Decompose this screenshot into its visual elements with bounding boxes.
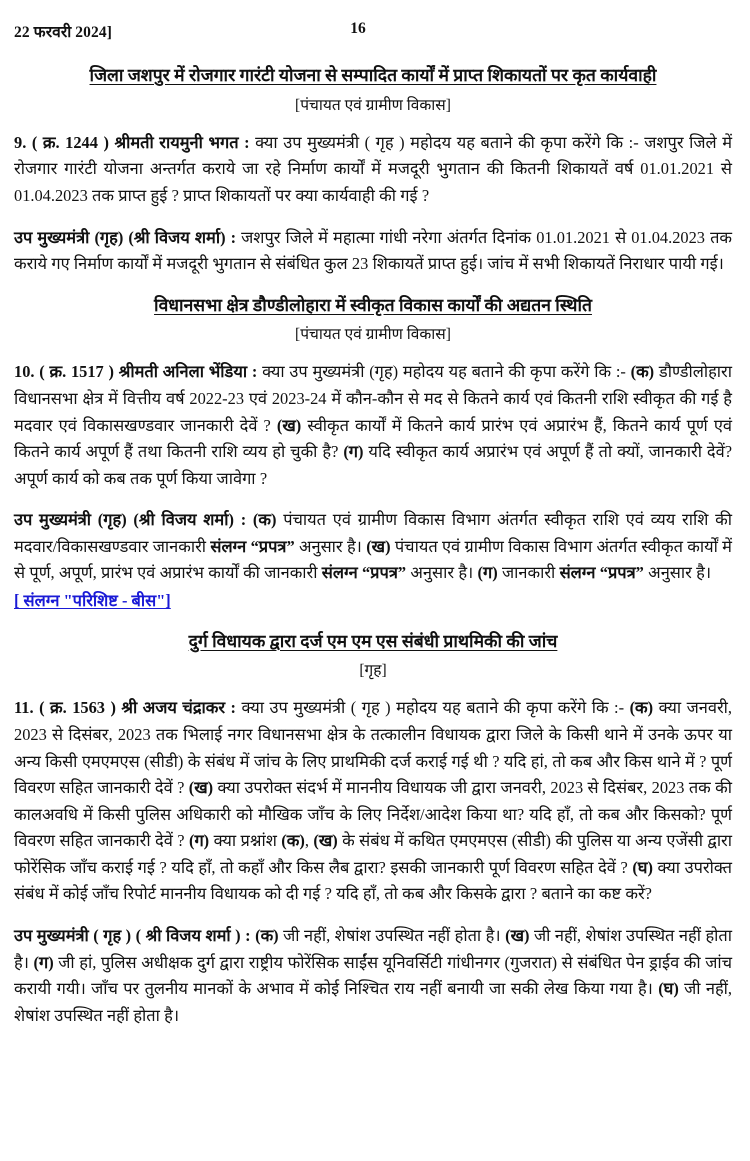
answer-10-body-6: अनुसार है। xyxy=(643,563,712,583)
answer-9 xyxy=(14,225,732,278)
page-number: 16 xyxy=(350,20,366,37)
question-11-body-6: के संबंध में कथित एमएमएस (सीडी) की पुलिस या अन्य एजेंसी द्वारा फोरेंसिक जाँच कराई गई ? यदि हाँ, तो कहाँ और किस लैब द्वारा? इसकी जानकारी पूर्ण विवरण सहित देवें ? xyxy=(14,831,733,877)
question-11-marker-ka: (क) xyxy=(629,698,654,718)
question-11-body-7: क्या उपरोक्त संबंध में कोई जाँच रिपोर्ट माननीय विधायक को दी गई ? यदि हाँ, तो कब और किसके द्वारा ? बताने का कष्ट करें? xyxy=(14,857,732,904)
answer-11-marker-ga: (ग) xyxy=(33,952,54,972)
answer-10-attachment-ref-1: संलग्न “प्रपत्र” xyxy=(210,536,295,556)
answer-10-body-2: अनुसार है। xyxy=(294,536,367,556)
answer-10-attachment-ref-3: संलग्न “प्रपत्र” xyxy=(559,563,644,583)
qa-block-2 xyxy=(14,359,732,613)
section-3 xyxy=(14,630,732,1030)
question-11-body-2: क्या जनवरी, 2023 से दिसंबर, 2023 तक भिलाई नगर विधानसभा क्षेत्र के तत्कालीन विधायक द्वारा जिले के किसी थाने में उनके ऊपर या अन्य किसी एमएमएस (सीडी) के संबंध में जांच के लिए प्राथमिकी दर्ज कराई गई थी ? यदि हां, तो कब और किस थाने में ? पूर्ण विवरण सहित जानकारी देवें ? xyxy=(14,698,732,798)
question-9-lead: 9. ( क्र. 1244 ) श्रीमती रायमुनी भगत : xyxy=(14,132,250,152)
answer-10-body-1: पंचायत एवं ग्रामीण विकास विभाग अंतर्गत स्वीकृत राशि एवं व्यय राशि की मदवार/विकासखण्डवार जानकारी xyxy=(14,510,732,556)
answer-10-attachment-ref-2: संलग्न “प्रपत्र” xyxy=(321,563,407,583)
qa-block-1 xyxy=(14,130,732,278)
question-11-marker-ga: (ग) xyxy=(188,831,210,851)
section-title-1-text: जिला जशपुर में रोजगार गारंटी योजना से सम्पादित कार्यों में प्राप्त शिकायतों पर कृत कार्यवाही xyxy=(89,65,657,85)
running-head xyxy=(14,18,732,48)
header-date: 22 फरवरी 2024] xyxy=(14,24,112,41)
answer-11 xyxy=(14,923,732,1029)
answer-10-marker-ka: (क) xyxy=(252,510,277,530)
answer-10-marker-ga: (ग) xyxy=(477,563,498,583)
question-9-body: क्या उप मुख्यमंत्री ( गृह ) महोदय यह बताने की कृपा करेंगे कि :- जशपुर जिले में रोजगार गारंटी योजना अन्तर्गत कराये जा रहे निर्माण कार्यों में मजदूरी भुगतान की कितनी शिकायतें वर्ष 01.01.2021 से 01.04.2023 तक प्राप्त हुई ? प्राप्त शिकायतों पर क्या कार्यवाही की गई ? xyxy=(14,132,732,205)
question-11-marker-ka-2: (क) xyxy=(281,831,305,851)
answer-10-body-5: जानकारी xyxy=(497,563,560,583)
question-10 xyxy=(14,359,732,492)
question-10-marker-ka: (क) xyxy=(630,362,655,382)
question-11-marker-gha: (घ) xyxy=(632,857,653,877)
section-2 xyxy=(14,294,732,614)
answer-11-marker-ka: (क) xyxy=(255,926,279,946)
answer-9-lead: उप मुख्यमंत्री (गृह) (श्री विजय शर्मा) : xyxy=(14,227,237,247)
answer-11-marker-gha: (घ) xyxy=(658,979,679,999)
qa-block-3 xyxy=(14,695,732,1029)
question-10-body-2: डौण्डीलोहारा विधानसभा क्षेत्र में वित्तीय वर्ष 2022-23 एवं 2023-24 में कौन-कौन से मद से कितने कार्य एवं कितनी राशि स्वीकृत की गई है मदवार एवं विकासखण्डवार जानकारी देवें ? xyxy=(14,362,733,435)
section-title-3-text: दुर्ग विधायक द्वारा दर्ज एम एम एस संबंधी प्राथमिकी की जांच xyxy=(188,630,558,651)
question-11-body-4: क्या प्रश्नांश xyxy=(209,831,282,851)
section-department-3: [गृह] xyxy=(359,662,387,680)
question-10-body-1: क्या उप मुख्यमंत्री (गृह) महोदय यह बताने की कृपा करेंगे कि :- xyxy=(257,362,631,382)
answer-11-body-1: जी नहीं, शेषांश उपस्थित नहीं होता है। xyxy=(278,926,506,946)
question-11-marker-kha: (ख) xyxy=(188,778,214,798)
answer-10-lead: उप मुख्यमंत्री (गृह) (श्री विजय शर्मा) : xyxy=(14,510,247,530)
question-11-lead: 11. ( क्र. 1563 ) श्री अजय चंद्राकर : xyxy=(14,698,237,718)
question-11-body-1: क्या उप मुख्यमंत्री ( गृह ) महोदय यह बताने की कृपा करेंगे कि :- xyxy=(236,698,630,718)
answer-10 xyxy=(14,507,732,587)
section-department-1: [पंचायत एवं ग्रामीण विकास] xyxy=(295,96,451,114)
question-11-marker-kha-2: (ख) xyxy=(313,831,338,851)
answer-11-body-2: जी नहीं, शेषांश उपस्थित नहीं होता है। xyxy=(14,926,732,972)
annexure-link-parishisht-bees[interactable]: [ संलग्न "परिशिष्ट - बीस"] xyxy=(14,591,171,611)
question-11-body-3: क्या उपरोक्त संदर्भ में माननीय विधायक जी द्वारा जनवरी, 2023 से दिसंबर, 2023 तक की कालअवधि में किसी पुलिस अधिकारी को मौखिक जाँच के लिए निर्देश/आदेश किया था? यदि हाँ, तो कब और किसको? पूर्ण विवरण सहित जानकारी देवें ? xyxy=(14,778,732,851)
question-10-body-3: स्वीकृत कार्यों में कितने कार्य प्रारंभ एवं अप्रारंभ हैं, कितने कार्य पूर्ण एवं कितने कार्य अपूर्ण हैं तथा कितनी राशि व्यय हो चुकी है? xyxy=(14,415,732,462)
answer-11-lead: उप मुख्यमंत्री ( गृह ) ( श्री विजय शर्मा ) : xyxy=(14,926,251,946)
section-1 xyxy=(14,64,732,278)
question-11-body-5: , xyxy=(304,831,314,851)
question-10-marker-ga: (ग) xyxy=(343,442,364,462)
answer-11-marker-kha: (ख) xyxy=(505,926,530,946)
answer-11-body-3: जी हां, पुलिस अधीक्षक दुर्ग द्वारा राष्ट्रीय फोरेंसिक साईंस यूनिवर्सिटी गांधीनगर (गुजरात) से संबंधित पेन ड्राईव की जांच करायी गयी। जाँच पर तुलनीय मानकों के अभाव में कोई निश्चित राय नहीं बनायी जा सकी लेख किया गया है। xyxy=(14,952,733,999)
answer-11-body-4: जी नहीं, शेषांश उपस्थित नहीं होता है। xyxy=(14,979,732,1025)
answer-10-body-4: अनुसार है। xyxy=(406,563,478,583)
question-10-body-4: यदि स्वीकृत कार्य अप्रारंभ एवं अपूर्ण हैं तो क्यों, जानकारी देवें? अपूर्ण कार्य को कब तक पूर्ण किया जावेगा ? xyxy=(14,442,732,488)
question-10-lead: 10. ( क्र. 1517 ) श्रीमती अनिला भेंडिया : xyxy=(14,362,258,382)
section-title-3 xyxy=(14,630,732,654)
section-department-2: [पंचायत एवं ग्रामीण विकास] xyxy=(295,326,451,344)
answer-10-body-3: पंचायत एवं ग्रामीण विकास विभाग अंतर्गत स्वीकृत कार्यों में से पूर्ण, अपूर्ण, प्रारंभ एवं अप्रारंभ कार्यों की जानकारी xyxy=(14,536,732,583)
section-title-2 xyxy=(14,294,732,318)
question-11 xyxy=(14,695,732,908)
answer-9-body: जशपुर जिले में महात्मा गांधी नरेगा अंतर्गत दिनांक 01.01.2021 से 01.04.2023 तक कराये गए निर्माण कार्यों में मजदूरी भुगतान से संबंधित कुल 23 शिकायतें प्राप्त हुई। जांच में सभी शिकायतें निराधार पायी गई। xyxy=(14,227,732,274)
question-9 xyxy=(14,130,732,210)
answer-10-marker-kha: (ख) xyxy=(366,536,391,556)
section-title-1 xyxy=(14,64,732,88)
question-10-marker-kha: (ख) xyxy=(276,415,302,435)
section-title-2-text: विधानसभा क्षेत्र डौण्डीलोहारा में स्वीकृत विकास कार्यों की अद्यतन स्थिति xyxy=(154,294,592,315)
